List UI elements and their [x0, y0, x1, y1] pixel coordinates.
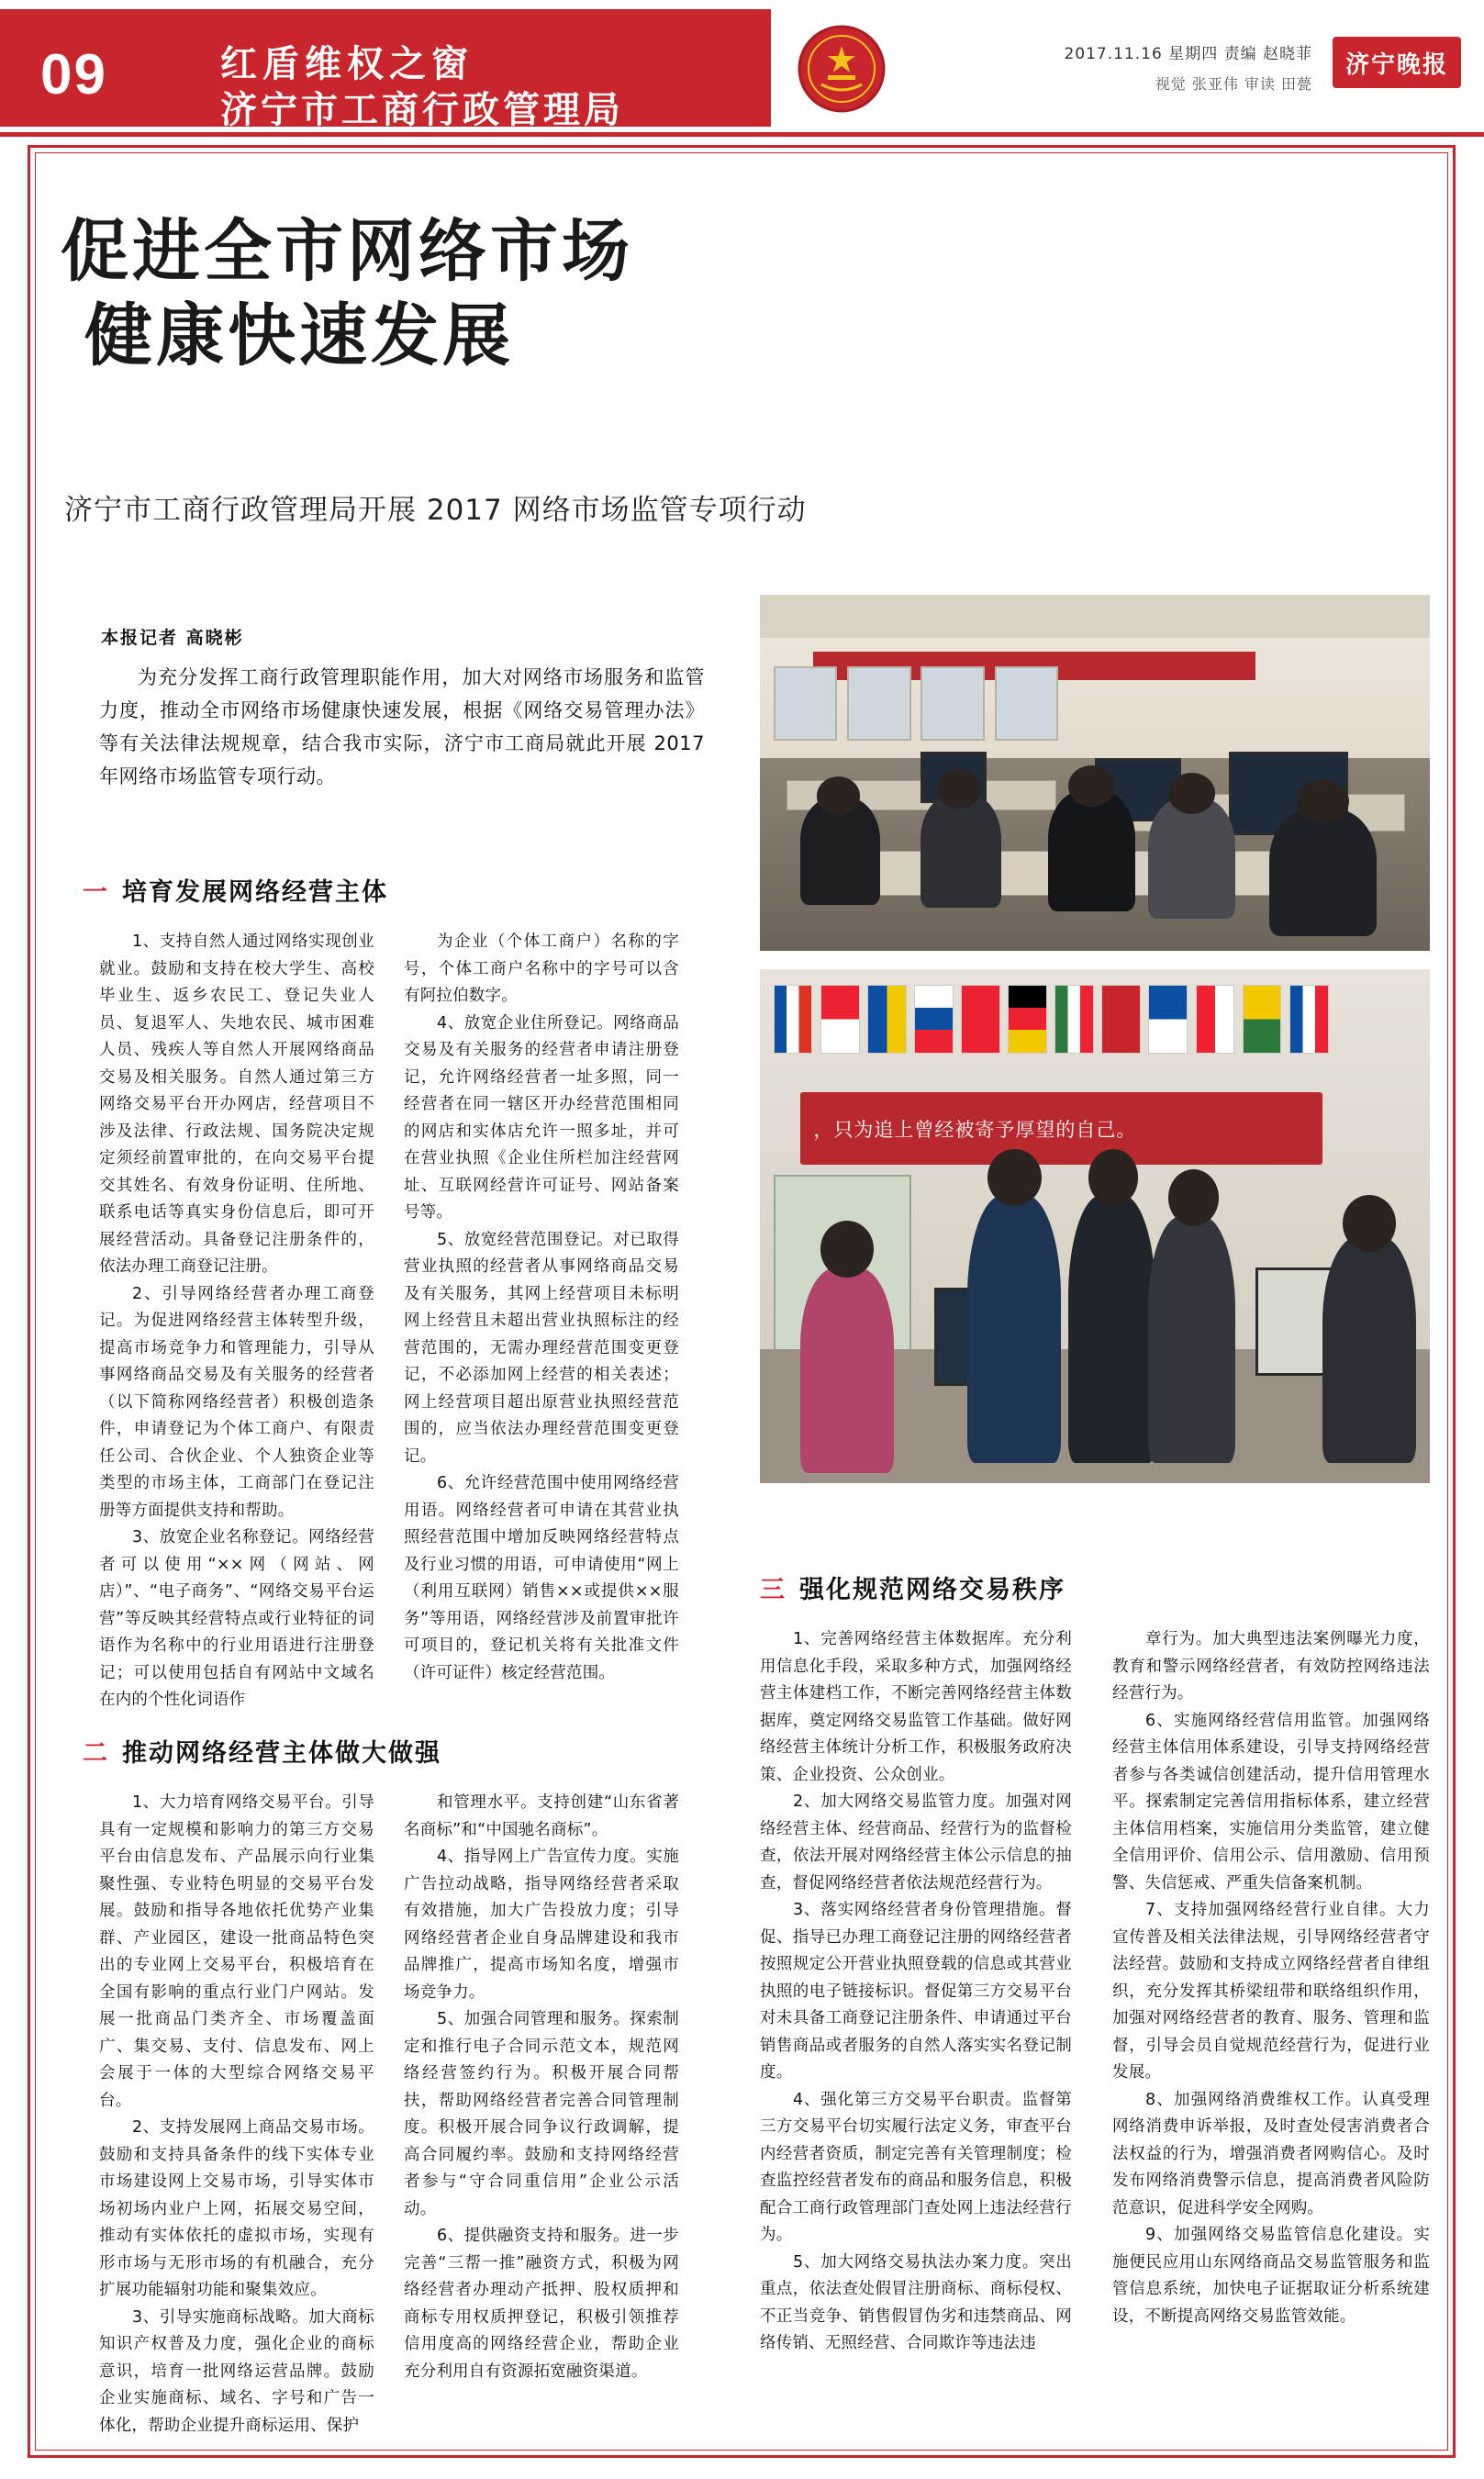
body-column-6: [1112, 1626, 1430, 2330]
paragraph: 5、放宽经营范围登记。对已取得营业执照的经营者从事网络商品交易及有关服务，其网上经营项目未标明网上经营且未超出营业执照标注的经营范围的，无需办理经营范围变更登记，不必添加网上经营的相关表述；网上经营项目超出原营业执照经营范围的，应当依法办理经营范围变更登记。: [404, 1230, 679, 1466]
body-column-3: [99, 1790, 374, 2440]
body-column-5: [760, 1626, 1072, 2358]
paragraph: 9、加强网络交易监管信息化建设。实施便民应用山东网络商品交易监管服务和监管信息系统，加快电子证据取证分析系统建设，不断提高网络交易监管效能。: [1112, 2226, 1430, 2326]
photo-banner-text: ，只为追上曾经被寄予厚望的自己。: [813, 1118, 1137, 1141]
publish-date: 2017.11.16 星期四 责编 赵晓菲: [1064, 45, 1312, 63]
paragraph: 为企业（个体工商户）名称的字号，个体工商户名称中的字号可以含有阿拉伯数字。: [404, 932, 679, 1005]
paragraph: 2、支持发展网上商品交易市场。鼓励和支持具备条件的线下实体专业市场建设网上交易市场，引导实体市场初场内业户上网，拓展交易空间，推动有实体依托的虚拟市场，实现有形市场与无形市场的有机融合，充分扩展功能辐射功能和聚集效应。: [99, 2118, 374, 2299]
headline-line2: 健康快速发展: [84, 296, 514, 375]
paper-logo: 济宁晚报: [1333, 37, 1461, 88]
body-column-1: [99, 929, 374, 1714]
paragraph: 2、加大网络交易监管力度。加强对网络经营主体、经营商品、经营行为的监督检查，依法开展对网络经营主体公示信息的抽查，督促网络经营者依法规范经营行为。: [760, 1792, 1072, 1893]
column-title-line2: 济宁市工商行政管理局: [220, 89, 624, 131]
paragraph: 4、强化第三方交易平台职责。监督第三方交易平台切实履行法定义务，审查平台内经营者资质，制定完善有关管理制度；检查监控经营者发布的商品和服务信息，积极配合工商行政管理部门查处网上违法经营行为。: [760, 2090, 1072, 2244]
subheadline: 济宁市工商行政管理局开展 2017 网络市场监管专项行动: [64, 494, 807, 527]
section-number-3: 三: [760, 1576, 787, 1604]
paragraph: 6、允许经营范围中使用网络经营用语。网络经营者可申请在其营业执照经营范围中增加反映网络经营特点及行业习惯的用语，可申请使用“网上（利用互联网）销售××或提供××服务”等用语，网络经营涉及前置审批许可项目的，登记机关将有关批准文件（许可证件）核定经营范围。: [404, 1474, 679, 1682]
column-title-block: [184, 9, 771, 131]
paragraph: 3、放宽企业名称登记。网络经营者可以使用“××网（网站、网店）”、“电子商务”、“网络交易平台运营”等反映其经营特点或行业特征的词语作为名称中的行业用语进行注册登记；可以使用包括自有网站中文域名在内的个性化词语作: [99, 1528, 374, 1709]
national-emblem-icon: [791, 18, 892, 119]
section-title-2: 推动网络经营主体做大做强: [122, 1739, 441, 1768]
page-number: 09: [40, 43, 107, 106]
paragraph: 3、引导实施商标战略。加大商标知识产权普及力度，强化企业的商标意识，培育一批网络运营品牌。鼓励企业实施商标、域名、字号和广告一体化，帮助企业提升商标运用、保护: [99, 2307, 374, 2435]
paragraph: 5、加强合同管理和服务。探索制定和推行电子合同示范文本，规范网络经营签约行为。积极开展合同帮扶，帮助网络经营者完善合同管理制度。积极开展合同争议行政调解，提高合同履约率。鼓励和支持网络经营者参与“守合同重信用”企业公示活动。: [404, 2010, 679, 2218]
paragraph: 4、指导网上广告宣传力度。实施广告拉动战略，指导网络经营者采取有效措施，加大广告投放力度；引导网络经营者企业自身品牌建设和我市品牌推广，提高市场知名度，增强市场竞争力。: [404, 1848, 679, 2002]
paragraph: 4、放宽企业住所登记。网络商品交易及有关服务的经营者申请注册登记，允许网络经营者一址多照，同一经营者在同一辖区开办经营范围相同的网店和实体店允许一照多址，并可在营业执照《企业住所栏加注经营网址、互联网经营许可证号、网站备案号等。: [404, 1013, 679, 1222]
column-title-line1: 红盾维权之窗: [220, 43, 474, 85]
paragraph: 8、加强网络消费维权工作。认真受理网络消费申诉举报，及时查处侵害消费者合法权益的行为，增强消费者网购信心。及时发布网络消费警示信息，提高消费者风险防范意识，促进科学安全网购。: [1112, 2090, 1430, 2217]
masthead-rule: [0, 132, 1484, 137]
editor-credit: 视觉 张亚伟 审读 田甍: [1155, 75, 1312, 93]
body-column-4: [404, 1790, 679, 2385]
paragraph: 5、加大网络交易执法办案力度。突出重点，依法查处假冒注册商标、商标侵权、不正当竞争、销售假冒伪劣和违禁商品、网络传销、无照经营、合同欺诈等违法违: [760, 2252, 1072, 2352]
section-title-1: 培育发展网络经营主体: [122, 878, 388, 907]
paragraph: 7、支持加强网络经营行业自律。大力宣传普及相关法律法规，引导网络经营者守法经营。鼓励和支持成立网络经营者自律组织，充分发挥其桥梁纽带和联络组织作用，加强对网络经营者的教育、服务、管理和监督，引导会员自觉规范经营行为，促进行业发展。: [1112, 1901, 1430, 2082]
paragraph: 章行为。加大典型违法案例曝光力度，教育和警示网络经营者，有效防控网络违法经营行为。: [1112, 1630, 1430, 1703]
headline-line1: 促进全市网络市场: [61, 212, 633, 291]
paragraph: 6、提供融资支持和服务。进一步完善“三帮一推”融资方式，积极为网络经营者办理动产抵押、股权质押和商标专用权质押登记，积极引领推荐信用度高的网络经营企业，帮助企业充分利用自有资源拓宽融资渠道。: [404, 2227, 679, 2381]
paragraph: 1、大力培育网络交易平台。引导具有一定规模和影响力的第三方交易平台由信息发布、产品展示向行业集聚性强、专业特色明显的交易平台发展。鼓励和指导各地依托优势产业集群、产业园区，建设一批商品特色突出的专业网上交易平台，积极培育在全国有影响的重点行业门户网站。发展一批商品门类齐全、市场覆盖面广、集交易、支付、信息发布、网上会展于一体的大型综合网络交易平台。: [99, 1793, 374, 2110]
body-column-2: [404, 929, 679, 1687]
section-title-3: 强化规范网络交易秩序: [799, 1576, 1066, 1604]
paragraph: 6、实施网络经营信用监管。加强网络经营主体信用体系建设，引导支持网络经营者参与各类诚信创建活动，提升信用管理水平。探索制定完善信用指标体系，建立经营主体信用档案，实施信用分类监管，建立健全信用评价、信用公示、信用激励、信用预警、失信惩戒、严重失信备案机制。: [1112, 1711, 1430, 1893]
page-title: [61, 209, 960, 378]
section-heading-3: [760, 1569, 1066, 1605]
paragraph: 和管理水平。支持创建“山东省著名商标”和“中国驰名商标”。: [404, 1793, 679, 1839]
paragraph: 1、支持自然人通过网络实现创业就业。鼓励和支持在校大学生、高校毕业生、返乡农民工、登记失业人员、复退军人、失地农民、城市困难人员、残疾人等自然人开展网络商品交易及相关服务。自然人通过第三方网络交易平台开办网店，经营项目不涉及法律、行政法规、国务院决定规定须经前置审批的，在向交易平台提交其姓名、有效身份证明、住所地、联系电话等真实身份信息后，即可开展经营活动。具备登记注册条件的，依法办理工商登记注册。: [99, 932, 374, 1276]
lead-paragraph: 为充分发挥工商行政管理职能作用，加大对网络市场服务和监管力度，推动全市网络市场健康快速发展，根据《网络交易管理办法》等有关法律法规规章，结合我市实际，济宁市工商局就此开展 2017 年网络市场监管专项行动。: [99, 666, 705, 787]
paragraph: 2、引导网络经营者办理工商登记。为促进网络经营主体转型升级，提高市场竞争力和管理能力，引导从事网络商品交易及有关服务的经营者（以下简称网络经营者）积极创造条件，申请登记为个体工商户、有限责任公司、合伙企业、个人独资企业等类型的市场主体，工商部门在登记注册等方面提供支持和帮助。: [99, 1284, 374, 1520]
masthead: [0, 0, 1484, 136]
paragraph: 3、落实网络经营者身份管理措施。督促、指导已办理工商登记注册的网络经营者按照规定公开营业执照登载的信息或其营业执照的电子链接标识。督促第三方交易平台对未具备工商登记注册条件、申请通过平台销售商品或者服务的自然人落实实名登记制度。: [760, 1901, 1072, 2082]
office-workroom-photo: [760, 595, 1430, 951]
masthead-meta: [918, 40, 1312, 105]
section-number-1: 一: [83, 878, 109, 907]
page-number-block: [0, 9, 184, 127]
section-heading-2: [83, 1733, 441, 1769]
training-room-photo: [760, 969, 1430, 1483]
paragraph: 1、完善网络经营主体数据库。充分利用信息化手段，采取多种方式，加强网络经营主体建档工作，不断完善网络经营主体数据库，奠定网络交易监管工作基础。做好网络经营主体统计分析工作，积极服务政府决策、企业投资、公众创业。: [760, 1630, 1072, 1784]
section-heading-1: [83, 872, 388, 908]
byline: 本报记者 高晓彬: [101, 628, 244, 648]
section-number-2: 二: [83, 1739, 109, 1768]
